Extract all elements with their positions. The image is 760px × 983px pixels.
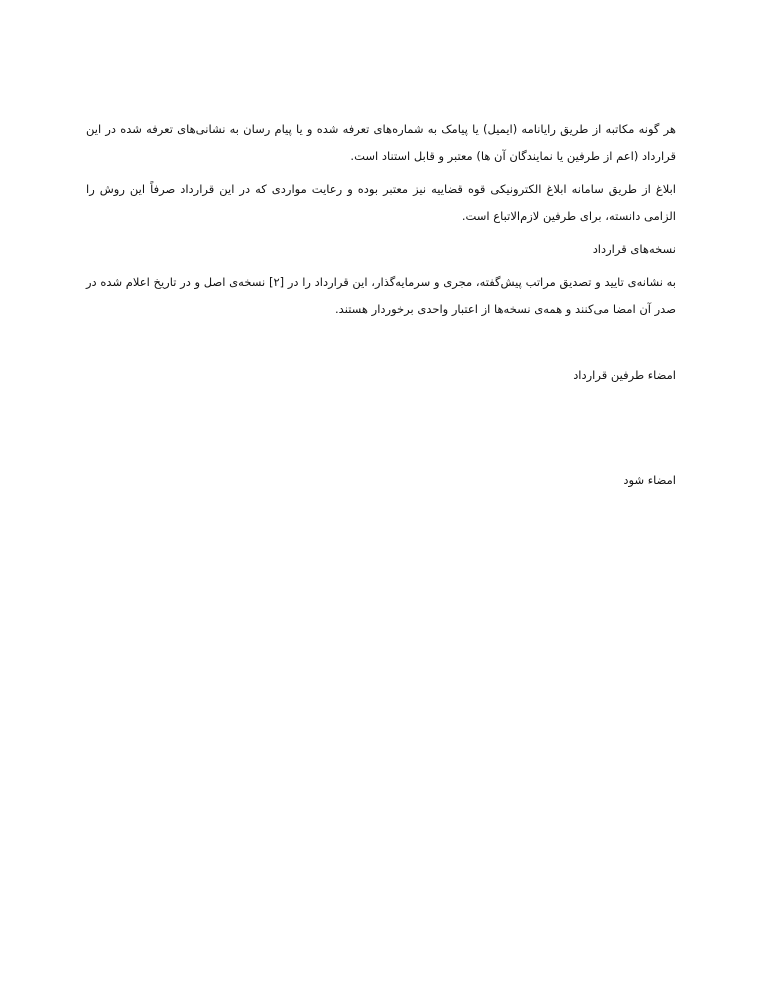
paragraph-correspondence: هر گونه مکاتبه از طریق رایانامه (ایمیل) یا پیامک به شماره‌های تعرفه شده و یا پیام رسان به نشانی‌های تعرفه شده در این قرارداد (اعم از طرفین یا نمایندگان آن ها) معتبر و قابل استناد است. bbox=[86, 122, 676, 163]
paragraph-electronic-notice: ابلاغ از طریق سامانه ابلاغ الکترونیکی قوه قضاییه نیز معتبر بوده و رعایت مواردی که در این قرارداد صرفاً این روش را الزامی دانسته، برای طرفین لازم‌الاتباع است. bbox=[86, 182, 676, 223]
sign-line: امضاء شود bbox=[623, 473, 676, 487]
spacer bbox=[86, 329, 676, 362]
document-body bbox=[86, 116, 676, 500]
paragraph-copies: به نشانه‌ی تایید و تصدیق مراتب پیش‌گفته، مجری و سرمایه‌گذار، این قرارداد را در [۲] نسخه‌ی اصل و در تاریخ اعلام شده در صدر آن امضا می‌کنند و همه‌ی نسخه‌ها از اعتبار واحدی برخوردار هستند. bbox=[86, 275, 676, 316]
heading-contract-copies: نسخه‌های قرارداد bbox=[592, 242, 676, 256]
spacer bbox=[86, 395, 676, 467]
heading-signatures: امضاء طرفین قرارداد bbox=[573, 368, 676, 382]
